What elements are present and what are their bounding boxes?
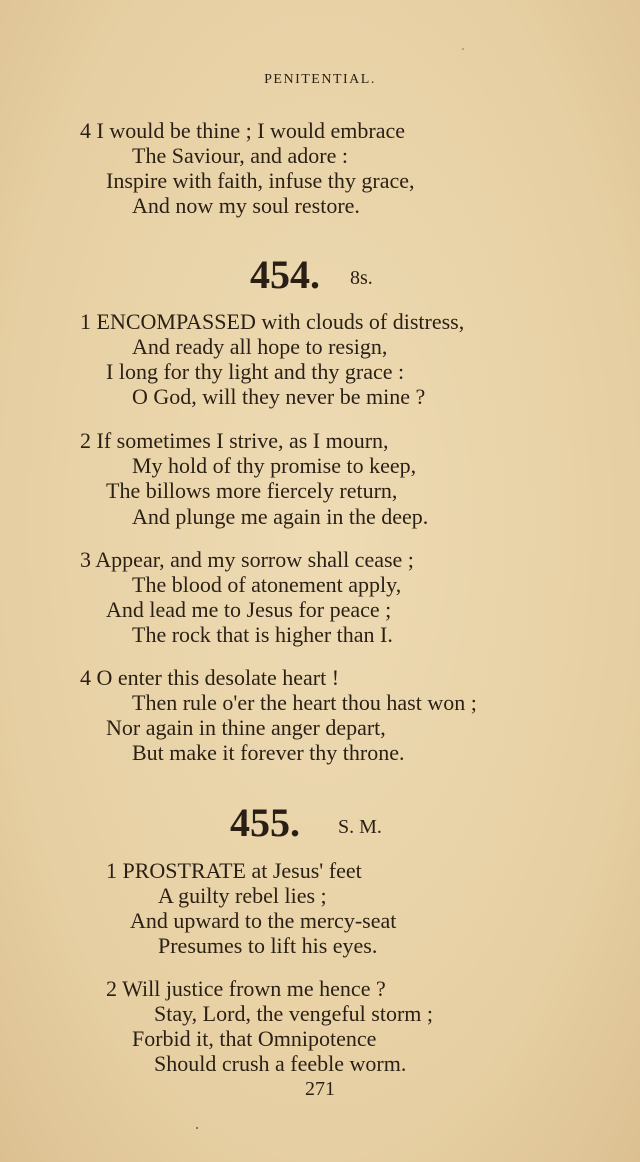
verse-line: 4 O enter this desolate heart !	[80, 665, 340, 690]
verse-line: And ready all hope to resign,	[132, 334, 388, 359]
verse-line: But make it forever thy throne.	[132, 740, 405, 765]
page-number: 271	[305, 1078, 335, 1100]
verse-line: And upward to the mercy-seat	[130, 908, 397, 933]
verse-line: And now my soul restore.	[132, 193, 360, 218]
hymn-number: 454.	[250, 252, 320, 297]
verse-line: 4 I would be thine ; I would embrace	[80, 118, 406, 143]
verse-line: 1 ENCOMPASSED with clouds of distress,	[80, 309, 465, 334]
verse-line: Stay, Lord, the vengeful storm ;	[154, 1001, 434, 1026]
verse-line: Should crush a feeble worm.	[154, 1051, 407, 1076]
verse-line: 1 PROSTRATE at Jesus' feet	[106, 858, 362, 883]
verse-line: And plunge me again in the deep.	[132, 504, 429, 529]
verse-line: The Saviour, and adore :	[132, 143, 348, 168]
verse-line: The billows more fiercely return,	[106, 478, 398, 503]
verse-line: Then rule o'er the heart thou hast won ;	[132, 690, 477, 715]
hymn-number: 455.	[230, 800, 300, 845]
verse-line: Presumes to lift his eyes.	[158, 933, 378, 958]
hymn-meter: S. M.	[338, 816, 382, 838]
hymn-meter: 8s.	[350, 267, 373, 289]
paper-speck	[462, 48, 464, 50]
verse-line: Nor again in thine anger depart,	[106, 715, 386, 740]
verse-line: And lead me to Jesus for peace ;	[106, 597, 392, 622]
verse-line: Inspire with faith, infuse thy grace,	[106, 168, 415, 193]
verse-line: The rock that is higher than I.	[132, 622, 393, 647]
verse-line: A guilty rebel lies ;	[158, 883, 327, 908]
running-head: PENITENTIAL.	[264, 72, 376, 87]
verse-line: 3 Appear, and my sorrow shall cease ;	[80, 547, 414, 572]
paper-speck	[196, 1127, 198, 1129]
verse-line: O God, will they never be mine ?	[132, 384, 426, 409]
verse-line: My hold of thy promise to keep,	[132, 453, 417, 478]
verse-line: 2 Will justice frown me hence ?	[106, 976, 386, 1001]
verse-line: The blood of atonement apply,	[132, 572, 402, 597]
verse-line: 2 If sometimes I strive, as I mourn,	[80, 428, 389, 453]
verse-line: I long for thy light and thy grace :	[106, 359, 405, 384]
verse-line: Forbid it, that Omnipotence	[132, 1026, 377, 1051]
